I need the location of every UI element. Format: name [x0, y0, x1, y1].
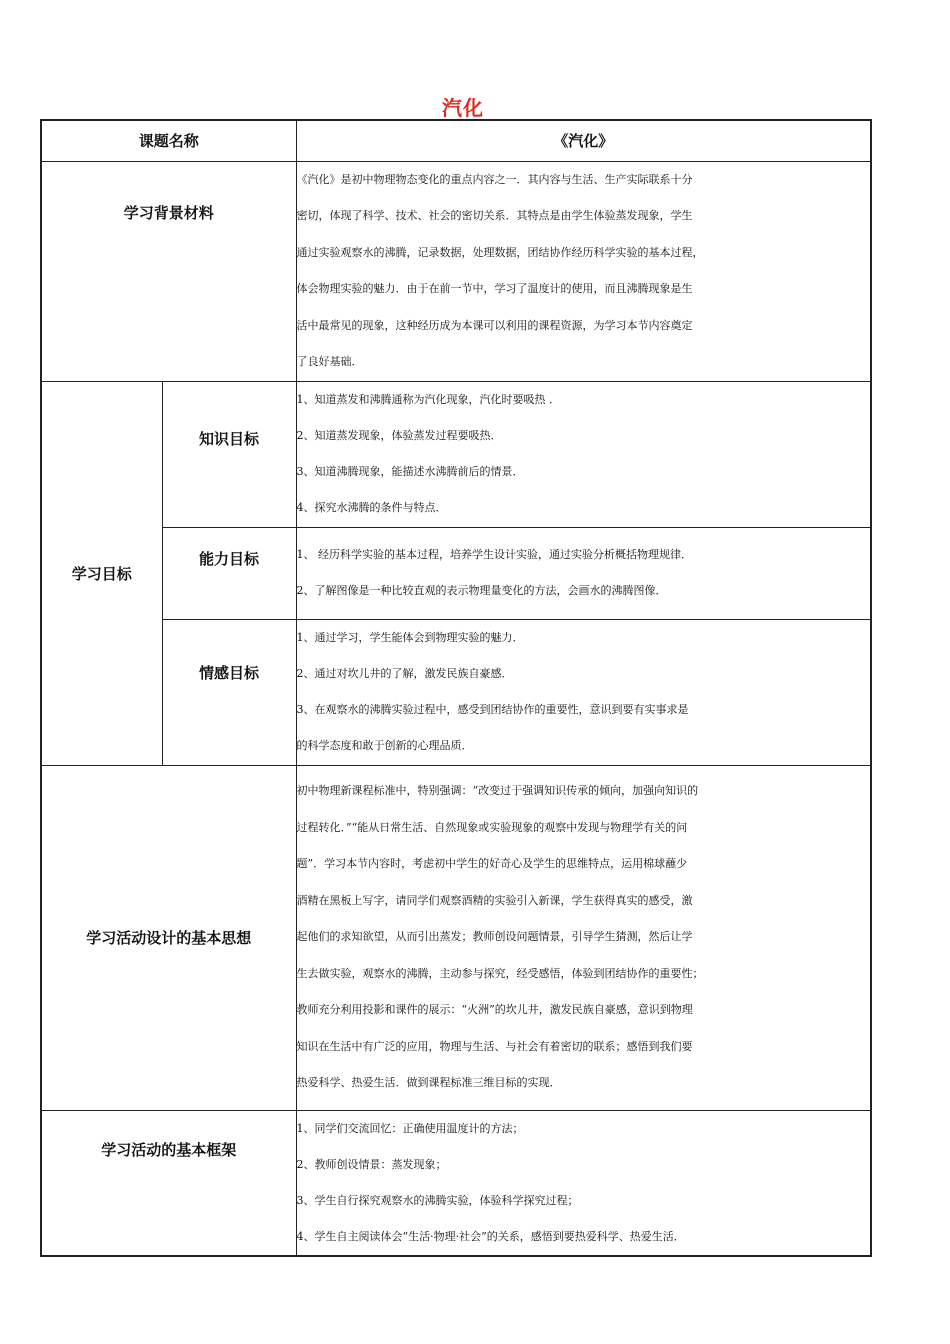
emotion-label: 情感目标	[162, 619, 296, 765]
background-line: 活中最常见的现象，这种经历成为本课可以利用的课程资源，为学习本节内容奠定	[296, 318, 693, 332]
emotion-item: 1、通过学习，学生能体会到物理实验的魅力．	[296, 631, 524, 644]
topic-label: 课题名称	[41, 120, 296, 161]
knowledge-content	[296, 381, 871, 527]
knowledge-item: 4、探究水沸腾的条件与特点．	[296, 501, 447, 514]
knowledge-item: 3、知道沸腾现象，能描述水沸腾前后的情景．	[296, 465, 524, 478]
design-line: 生去做实验，观察水的沸腾，主动参与探究，经受感悟，体验到团结协作的重要性；	[296, 966, 704, 980]
background-line: 《汽化》是初中物理物态变化的重点内容之一．其内容与生活、生产实际联系十分	[296, 172, 693, 186]
framework-item: 2、教师创设情景：蒸发现象；	[296, 1157, 447, 1171]
design-content	[296, 765, 871, 1110]
row-ability	[41, 527, 871, 619]
background-label: 学习背景材料	[41, 161, 296, 381]
row-knowledge	[41, 381, 871, 527]
emotion-content	[296, 619, 871, 765]
background-line: 了良好基础．	[296, 355, 363, 368]
knowledge-label: 知识目标	[162, 381, 296, 527]
ability-item: 1、 经历科学实验的基本过程，培养学生设计实验，通过实验分析概括物理规律．	[296, 548, 693, 561]
knowledge-item: 1、知道蒸发和沸腾通称为汽化现象，汽化时要吸热 ．	[296, 393, 561, 406]
topic-value: 《汽化》	[296, 120, 871, 161]
design-label: 学习活动设计的基本思想	[41, 765, 296, 1110]
background-line: 密切，体现了科学、技术、社会的密切关系．其特点是由学生体验蒸发现象，学生	[296, 209, 693, 222]
row-design	[41, 765, 871, 1110]
background-line: 通过实验观察水的沸腾，记录数据，处理数据，团结协作经历科学实验的基本过程，	[296, 245, 704, 259]
emotion-item: 3、在观察水的沸腾实验过程中，感受到团结协作的重要性，意识到要有实事求是	[296, 703, 689, 716]
design-line: 知识在生活中有广泛的应用，物理与生活、与社会有着密切的联系；感悟到我们要	[296, 1039, 693, 1053]
row-framework	[41, 1110, 871, 1256]
ability-content	[296, 527, 871, 619]
design-line: 题”．学习本节内容时，考虑初中学生的好奇心及学生的思维特点，运用棉球蘸少	[296, 857, 688, 871]
framework-item: 4、学生自主阅读体会“生活·物理·社会”的关系，感悟到要热爱科学、热爱生活．	[296, 1229, 685, 1243]
design-line: 过程转化．”“能从日常生活、自然现象或实验现象的观察中发现与物理学有关的问	[296, 820, 688, 834]
framework-content	[296, 1110, 871, 1256]
document-title: 汽化	[442, 96, 484, 120]
background-line: 体会物理实验的魅力．由于在前一节中，学习了温度计的使用，而且沸腾现象是生	[296, 282, 693, 295]
ability-item: 2、了解图像是一种比较直观的表示物理量变化的方法，会画水的沸腾图像．	[296, 584, 667, 597]
design-line: 初中物理新课程标准中，特别强调：“改变过于强调知识传承的倾向，加强向知识的	[296, 784, 699, 798]
row-emotion	[41, 619, 871, 765]
design-line: 教师充分利用投影和课件的展示：“火洲”的坎儿井，激发民族自豪感，意识到物理	[296, 1003, 693, 1017]
knowledge-item: 2、知道蒸发现象，体验蒸发过程要吸热．	[296, 429, 502, 442]
emotion-item: 的科学态度和敢于创新的心理品质．	[296, 739, 473, 752]
ability-label: 能力目标	[162, 527, 296, 619]
lesson-plan-table	[40, 119, 872, 1257]
framework-item: 1、同学们交流回忆：正确使用温度计的方法；	[296, 1121, 524, 1135]
background-content	[296, 161, 871, 381]
design-line: 酒精在黑板上写字，请同学们观察酒精的实验引入新课，学生获得真实的感受，激	[296, 893, 693, 907]
design-line: 起他们的求知欲望，从而引出蒸发；教师创设问题情景，引导学生猜测，然后让学	[296, 930, 693, 944]
framework-item: 3、学生自行探究观察水的沸腾实验，体验科学探究过程；	[296, 1193, 579, 1207]
objectives-label: 学习目标	[41, 381, 162, 765]
framework-label: 学习活动的基本框架	[41, 1110, 296, 1256]
design-line: 热爱科学、热爱生活．做到课程标准三维目标的实现．	[296, 1076, 561, 1090]
emotion-item: 2、通过对坎儿井的了解，激发民族自豪感．	[296, 667, 513, 680]
row-topic	[41, 120, 871, 161]
row-background	[41, 161, 871, 381]
